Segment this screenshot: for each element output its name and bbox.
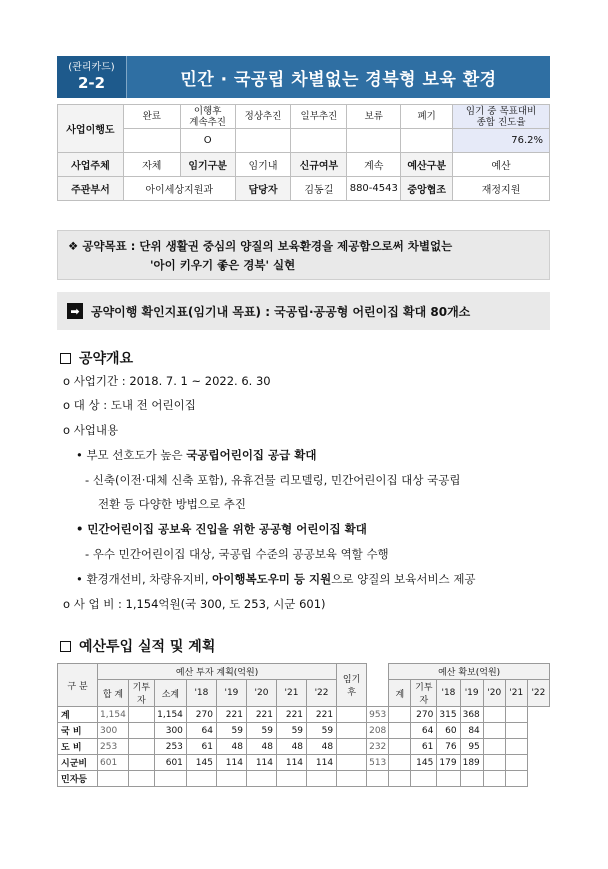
budget-cell: 221 xyxy=(277,707,307,723)
progress-header xyxy=(453,105,550,129)
budget-cell: 64 xyxy=(411,723,437,739)
budget-cell xyxy=(186,771,216,787)
budget-cell: 253 xyxy=(98,739,129,755)
budget-cell xyxy=(337,707,367,723)
plan-subheader: 합 계 xyxy=(98,680,129,707)
status-value xyxy=(235,129,291,153)
budget-cell xyxy=(337,723,367,739)
budget-cell: 48 xyxy=(277,739,307,755)
budget-cell xyxy=(128,771,154,787)
budget-cell: 221 xyxy=(216,707,246,723)
budget-cell: 300 xyxy=(98,723,129,739)
budget-cell xyxy=(337,755,367,771)
table-gap xyxy=(367,664,389,707)
project-target: o 대 상 : 도내 전 어린이집 xyxy=(63,398,196,412)
bullet-text: • 환경개선비, 차량유지비, xyxy=(76,572,213,586)
budget-cell: 114 xyxy=(307,755,337,771)
project-entity-label: 사업주체 xyxy=(58,153,124,177)
project-period: o 사업기간 : 2018. 7. 1 ~ 2022. 6. 30 xyxy=(63,374,271,388)
budget-cell: 114 xyxy=(216,755,246,771)
indicator-box xyxy=(57,292,550,330)
budget-cell: 189 xyxy=(460,755,483,771)
budget-row xyxy=(58,707,550,723)
budget-cell: 601 xyxy=(154,755,186,771)
budget-cell: 61 xyxy=(411,739,437,755)
budget-cell xyxy=(307,771,337,787)
budget-row-label: 계 xyxy=(58,707,98,723)
plan-subheader: '18 xyxy=(186,680,216,707)
plan-subheader: '19 xyxy=(216,680,246,707)
budget-cell xyxy=(154,771,186,787)
budget-cell xyxy=(505,771,527,787)
content-bullet: • 민간어린이집 공보육 진입을 위한 공공형 어린이집 확대 xyxy=(76,522,367,536)
overview-title-text: 공약개요 xyxy=(79,351,134,367)
budget-cell xyxy=(483,723,505,739)
budget-cell: 61 xyxy=(186,739,216,755)
status-header: 보류 xyxy=(347,105,401,129)
budget-cell: 60 xyxy=(437,723,460,739)
budget-cell: 59 xyxy=(277,723,307,739)
budget-cell: 59 xyxy=(216,723,246,739)
budget-cell xyxy=(389,707,411,723)
status-header: 폐기 xyxy=(401,105,453,129)
col-group-header: 구 분 xyxy=(58,664,98,707)
new-status-value: 계속 xyxy=(347,153,401,177)
budget-type-value: 예산 xyxy=(453,153,550,177)
plan-subheader: '22 xyxy=(307,680,337,707)
project-cost: o 사 업 비 : 1,154억원(국 300, 도 253, 시군 601) xyxy=(63,597,326,611)
budget-cell: 179 xyxy=(437,755,460,771)
term-type-value: 임기내 xyxy=(235,153,291,177)
project-entity-value: 자체 xyxy=(123,153,180,177)
budget-cell xyxy=(483,707,505,723)
budget-cell: 48 xyxy=(216,739,246,755)
budget-row-label: 도 비 xyxy=(58,739,98,755)
budget-cell xyxy=(389,739,411,755)
square-bullet-icon xyxy=(60,641,71,652)
status-value xyxy=(347,129,401,153)
budget-cell: 114 xyxy=(246,755,276,771)
card-label: (관리카드) xyxy=(68,62,115,73)
budget-cell: 145 xyxy=(411,755,437,771)
central-coop-label: 중앙협조 xyxy=(401,177,453,201)
budget-cell: 145 xyxy=(186,755,216,771)
budget-cell: 513 xyxy=(367,755,389,771)
after-term-header: 임기후 xyxy=(337,664,367,707)
budget-row xyxy=(58,723,550,739)
central-coop-value: 재정지원 xyxy=(453,177,550,201)
budget-cell xyxy=(389,771,411,787)
progress-header-line: 종합 진도율 xyxy=(476,116,526,128)
budget-cell xyxy=(505,723,527,739)
plan-subheader: '21 xyxy=(277,680,307,707)
new-status-label: 신규여부 xyxy=(291,153,347,177)
secured-header: 예산 확보(억원) xyxy=(389,664,550,680)
budget-cell xyxy=(128,707,154,723)
budget-cell xyxy=(128,755,154,771)
bullet-text: 으로 양질의 보육서비스 제공 xyxy=(331,572,476,586)
budget-cell xyxy=(389,755,411,771)
bullet-bold-text: 국공립어린이집 공급 확대 xyxy=(186,448,317,462)
budget-cell: 48 xyxy=(307,739,337,755)
progress-value: 76.2% xyxy=(453,129,550,153)
budget-cell xyxy=(437,771,460,787)
status-value xyxy=(401,129,453,153)
budget-cell xyxy=(483,755,505,771)
progress-header-line: 임기 중 목표대비 xyxy=(465,105,537,117)
budget-cell: 221 xyxy=(246,707,276,723)
content-detail: 전환 등 다양한 방법으로 추진 xyxy=(98,497,246,511)
project-info-table xyxy=(57,104,550,201)
secured-subheader: '21 xyxy=(505,680,527,707)
status-value xyxy=(291,129,347,153)
budget-cell: 221 xyxy=(307,707,337,723)
budget-cell: 253 xyxy=(154,739,186,755)
status-header: 일부추진 xyxy=(291,105,347,129)
content-bullet xyxy=(76,571,476,587)
manager-phone: 880-4543 xyxy=(347,177,401,201)
budget-row-label: 시군비 xyxy=(58,755,98,771)
department-label: 주관부서 xyxy=(58,177,124,201)
secured-subheader: 기투자 xyxy=(411,680,437,707)
budget-cell xyxy=(460,771,483,787)
budget-type-label: 예산구분 xyxy=(401,153,453,177)
budget-cell: 48 xyxy=(246,739,276,755)
square-bullet-icon xyxy=(60,353,71,364)
manager-label: 담당자 xyxy=(235,177,291,201)
budget-cell: 95 xyxy=(460,739,483,755)
status-value: O xyxy=(180,129,235,153)
budget-cell xyxy=(337,739,367,755)
budget-cell: 1,154 xyxy=(98,707,129,723)
status-value xyxy=(123,129,180,153)
page-title: 민간 · 국공립 차별없는 경북형 보육 환경 xyxy=(127,56,550,98)
status-header: 완료 xyxy=(123,105,180,129)
secured-subheader: '18 xyxy=(437,680,460,707)
content-detail: - 우수 민간어린이집 대상, 국공립 수준의 공공보육 역할 수행 xyxy=(85,547,389,561)
budget-cell: 59 xyxy=(307,723,337,739)
budget-cell xyxy=(411,771,437,787)
arrow-right-icon: ➡ xyxy=(67,303,83,319)
goal-line: '아이 키우기 좋은 경북' 실현 xyxy=(150,258,296,272)
budget-table xyxy=(57,663,550,787)
budget-cell: 76 xyxy=(437,739,460,755)
implementation-label: 사업이행도 xyxy=(58,105,124,153)
card-number: 2-2 xyxy=(77,74,106,92)
budget-cell: 64 xyxy=(186,723,216,739)
pledge-goal-box xyxy=(57,230,550,280)
status-header xyxy=(180,105,235,129)
budget-cell xyxy=(505,707,527,723)
content-bullet xyxy=(76,447,317,463)
secured-subheader: '19 xyxy=(460,680,483,707)
budget-cell xyxy=(128,739,154,755)
overview-section-title xyxy=(60,348,133,368)
budget-cell xyxy=(98,771,129,787)
plan-header: 예산 투자 계획(억원) xyxy=(98,664,337,680)
bullet-bold-text: 아이행복도우미 등 지원 xyxy=(212,572,332,586)
budget-row xyxy=(58,771,550,787)
status-header: 정상추진 xyxy=(235,105,291,129)
budget-cell: 1,154 xyxy=(154,707,186,723)
department-value: 아이세상지원과 xyxy=(123,177,235,201)
budget-cell xyxy=(277,771,307,787)
plan-subheader: 기투자 xyxy=(128,680,154,707)
secured-subheader: 계 xyxy=(389,680,411,707)
budget-cell: 270 xyxy=(186,707,216,723)
plan-subheader: 소계 xyxy=(154,680,186,707)
budget-title-text: 예산투입 실적 및 계획 xyxy=(79,639,216,655)
term-type-label: 임기구분 xyxy=(180,153,235,177)
budget-cell: 953 xyxy=(367,707,389,723)
budget-section-title xyxy=(60,636,215,656)
budget-cell: 270 xyxy=(411,707,437,723)
budget-cell xyxy=(505,755,527,771)
budget-cell xyxy=(483,739,505,755)
budget-row xyxy=(58,755,550,771)
budget-cell: 315 xyxy=(437,707,460,723)
card-header xyxy=(57,56,550,98)
manager-name: 김동길 xyxy=(291,177,347,201)
budget-cell: 601 xyxy=(98,755,129,771)
budget-cell xyxy=(128,723,154,739)
budget-row-label: 국 비 xyxy=(58,723,98,739)
plan-subheader: '20 xyxy=(246,680,276,707)
project-content-label: o 사업내용 xyxy=(63,423,119,437)
budget-cell: 114 xyxy=(277,755,307,771)
budget-cell xyxy=(505,739,527,755)
card-number-box xyxy=(57,56,127,98)
budget-cell xyxy=(216,771,246,787)
budget-row xyxy=(58,739,550,755)
budget-cell: 59 xyxy=(246,723,276,739)
budget-row-label: 민자등 xyxy=(58,771,98,787)
budget-cell: 368 xyxy=(460,707,483,723)
indicator-text: 공약이행 확인지표(임기내 목표) : 국공립·공공형 어린이집 확대 80개소 xyxy=(91,304,471,319)
budget-cell: 232 xyxy=(367,739,389,755)
content-detail: - 신축(이전·대체 신축 포함), 유휴건물 리모델링, 민간어린이집 대상 국공립 xyxy=(85,473,461,487)
budget-cell xyxy=(483,771,505,787)
goal-line: ❖ 공약목표 : 단위 생활권 중심의 양질의 보육환경을 제공함으로써 차별없는 xyxy=(68,239,453,253)
budget-cell xyxy=(246,771,276,787)
budget-cell xyxy=(337,771,367,787)
secured-subheader: '22 xyxy=(527,680,549,707)
status-header-line: 계속추진 xyxy=(189,116,226,128)
budget-cell: 84 xyxy=(460,723,483,739)
budget-cell: 208 xyxy=(367,723,389,739)
status-header-line: 이행후 xyxy=(193,105,222,117)
budget-cell: 300 xyxy=(154,723,186,739)
budget-cell xyxy=(367,771,389,787)
budget-cell xyxy=(389,723,411,739)
bullet-text: • 부모 선호도가 높은 xyxy=(76,448,187,462)
secured-subheader: '20 xyxy=(483,680,505,707)
